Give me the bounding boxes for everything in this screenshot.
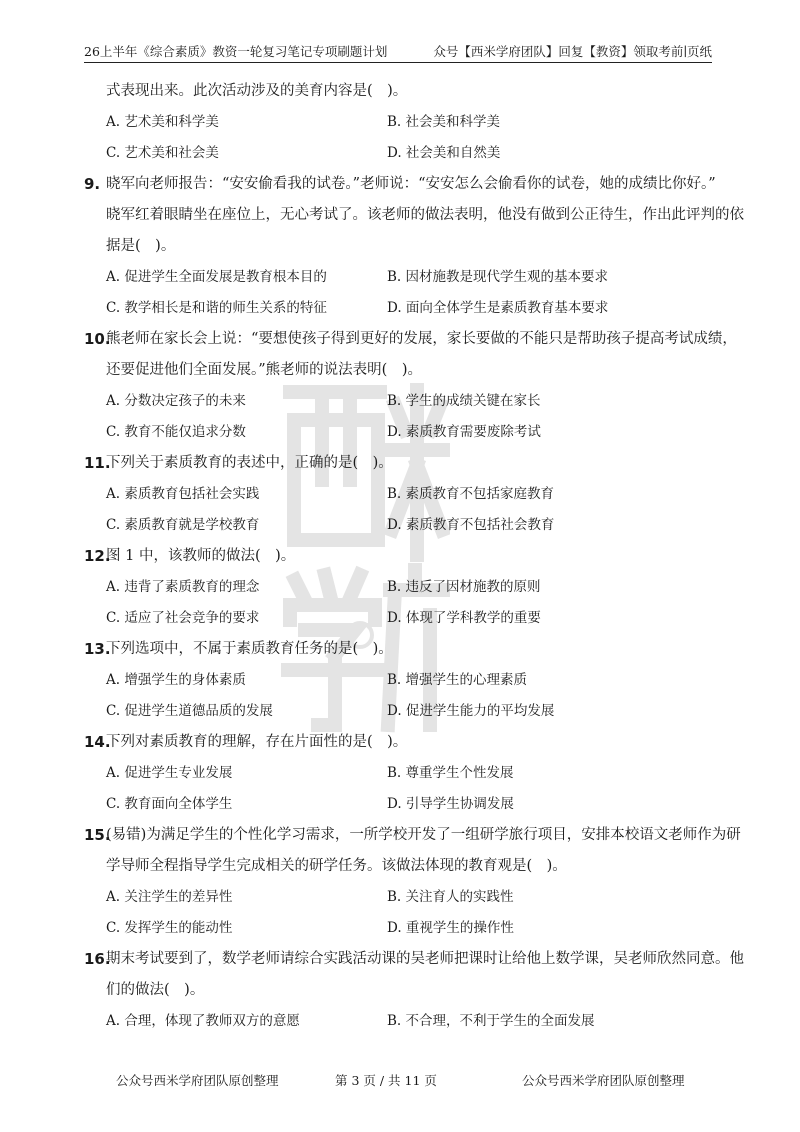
question-stem-line: 晓军红着眼睛坐在座位上，无心考试了。该老师的做法表明，他没有做到公正待生，作出此评判的依 <box>106 207 744 223</box>
option-c: C. 促进学生道德品质的发展 <box>106 703 273 719</box>
question-8-continuation: 式表现出来。此次活动涉及的美育内容是( )。 <box>106 83 408 99</box>
question-number: 11. <box>84 454 111 472</box>
question-options <box>106 572 712 634</box>
question-number: 10. <box>84 330 111 348</box>
option-b: B. 因材施教是现代学生观的基本要求 <box>387 269 609 285</box>
option-c: C. 素质教育就是学校教育 <box>106 517 260 533</box>
option-d: D. 促进学生能力的平均发展 <box>387 703 555 719</box>
option-a: A. 合理，体现了教师双方的意愿 <box>106 1013 300 1029</box>
option-d: D. 体现了学科教学的重要 <box>387 610 541 626</box>
option-row <box>106 758 712 789</box>
question-options <box>106 665 712 727</box>
question-number: 16. <box>84 950 111 968</box>
option-c: C. 教学相长是和谐的师生关系的特征 <box>106 300 327 316</box>
option-row <box>106 479 712 510</box>
question-stem <box>106 541 712 572</box>
option-d: D. 重视学生的操作性 <box>387 920 514 936</box>
question-14 <box>84 727 712 820</box>
option-row <box>106 882 712 913</box>
question-stem-line: 学导师全程指导学生完成相关的研学任务。该做法体现的教育观是( )。 <box>106 858 567 874</box>
option-a: A. 关注学生的差异性 <box>106 889 233 905</box>
option-a: A. 增强学生的身体素质 <box>106 672 246 688</box>
option-b: B. 不合理，不利于学生的全面发展 <box>387 1013 595 1029</box>
option-c: C. 教育面向全体学生 <box>106 796 233 812</box>
question-number: 15. <box>84 826 111 844</box>
option-row <box>106 603 712 634</box>
option-b: B. 违反了因材施教的原则 <box>387 579 541 595</box>
question-number: 9. <box>84 175 101 193</box>
option-row <box>106 510 712 541</box>
question-stem-line: 还要促进他们全面发展。”熊老师的说法表明( )。 <box>106 362 422 378</box>
option-d: D. 引导学生协调发展 <box>387 796 514 812</box>
option-a: A. 违背了素质教育的理念 <box>106 579 260 595</box>
option-a: A. 促进学生专业发展 <box>106 765 233 781</box>
question-options <box>106 479 712 541</box>
question-number: 14. <box>84 733 111 751</box>
question-stem <box>106 169 744 262</box>
question-stem-line: (易错)为满足学生的个性化学习需求，一所学校开发了一组研学旅行项目，安排本校语文老师作为研 <box>106 827 741 843</box>
option-a: A. 促进学生全面发展是教育根本目的 <box>106 269 327 285</box>
option-row <box>106 1006 712 1037</box>
option-d: D. 素质教育需要废除考试 <box>387 424 541 440</box>
question-stem <box>106 820 741 882</box>
question-stem-line: 们的做法( )。 <box>106 982 205 998</box>
header-left-text: 26上半年《综合素质》教资一轮复习笔记专项刷题计划 <box>84 44 388 59</box>
page-header <box>84 38 712 63</box>
option-row <box>106 293 712 324</box>
option-c: C. 教育不能仅追求分数 <box>106 424 246 440</box>
question-content <box>84 76 744 1037</box>
page-number: 第 3 页 / 共 11 页 <box>335 1073 437 1088</box>
option-c: C. 适应了社会竞争的要求 <box>106 610 260 626</box>
question-11 <box>84 448 712 541</box>
option-b: B. 增强学生的心理素质 <box>387 672 528 688</box>
option-row <box>106 107 712 138</box>
question-9 <box>84 169 744 324</box>
question-number: 13. <box>84 640 111 658</box>
option-b: B. 学生的成绩关键在家长 <box>387 393 541 409</box>
option-row <box>106 913 712 944</box>
question-number: 12. <box>84 547 111 565</box>
question-stem <box>106 727 712 758</box>
option-b: B. 社会美和科学美 <box>387 114 501 130</box>
option-row <box>106 386 712 417</box>
option-row <box>106 789 712 820</box>
option-row <box>106 138 712 169</box>
question-options <box>106 882 712 944</box>
option-row <box>106 696 712 727</box>
option-row <box>106 665 712 696</box>
question-stem <box>106 634 712 665</box>
question-8-options <box>106 107 712 169</box>
option-a: A. 素质教育包括社会实践 <box>106 486 260 502</box>
question-options <box>106 262 712 324</box>
question-stem-line: 下列选项中，不属于素质教育任务的是( )。 <box>106 641 393 657</box>
question-16 <box>84 944 744 1037</box>
option-d: D. 面向全体学生是素质教育基本要求 <box>387 300 609 316</box>
footer-left-text: 公众号西米学府团队原创整理 <box>116 1073 279 1088</box>
option-a: A. 分数决定孩子的未来 <box>106 393 246 409</box>
question-stem-line: 图 1 中，该教师的做法( )。 <box>106 548 296 564</box>
option-a: A. 艺术美和科学美 <box>106 114 219 130</box>
option-c: C. 艺术美和社会美 <box>106 145 219 161</box>
option-d: D. 素质教育不包括社会教育 <box>387 517 555 533</box>
question-15 <box>84 820 741 944</box>
question-stem-line: 熊老师在家长会上说：“要想使孩子得到更好的发展，家长要做的不能只是帮助孩子提高考试成绩， <box>106 331 737 347</box>
question-stem-line: 期末考试要到了，数学老师请综合实践活动课的吴老师把课时让给他上数学课，吴老师欣然同意。他 <box>106 951 744 967</box>
option-row <box>106 262 712 293</box>
option-row <box>106 417 712 448</box>
option-b: B. 尊重学生个性发展 <box>387 765 514 781</box>
option-d: D. 社会美和自然美 <box>387 145 501 161</box>
footer-right-text: 公众号西米学府团队原创整理 <box>522 1073 685 1088</box>
option-b: B. 关注育人的实践性 <box>387 889 514 905</box>
question-stem <box>106 324 737 386</box>
question-stem-line: 据是( )。 <box>106 238 176 254</box>
option-b: B. 素质教育不包括家庭教育 <box>387 486 555 502</box>
question-stem <box>106 448 712 479</box>
question-10 <box>84 324 737 448</box>
question-13 <box>84 634 712 727</box>
question-stem-line: 下列关于素质教育的表述中，正确的是( )。 <box>106 455 393 471</box>
question-options <box>106 1006 712 1037</box>
question-options <box>106 386 712 448</box>
question-options <box>106 758 712 820</box>
question-12 <box>84 541 712 634</box>
header-right-text: 众号【西米学府团队】回复【教资】领取考前∣页纸 <box>433 44 712 59</box>
question-stem <box>106 944 744 1006</box>
question-stem-line: 下列对素质教育的理解，存在片面性的是( )。 <box>106 734 408 750</box>
option-c: C. 发挥学生的能动性 <box>106 920 233 936</box>
question-stem-line: 晓军向老师报告：“安安偷看我的试卷。”老师说：“安安怎么会偷看你的试卷，她的成绩比你好。” <box>106 176 716 192</box>
page-footer <box>0 1071 800 1091</box>
option-row <box>106 572 712 603</box>
